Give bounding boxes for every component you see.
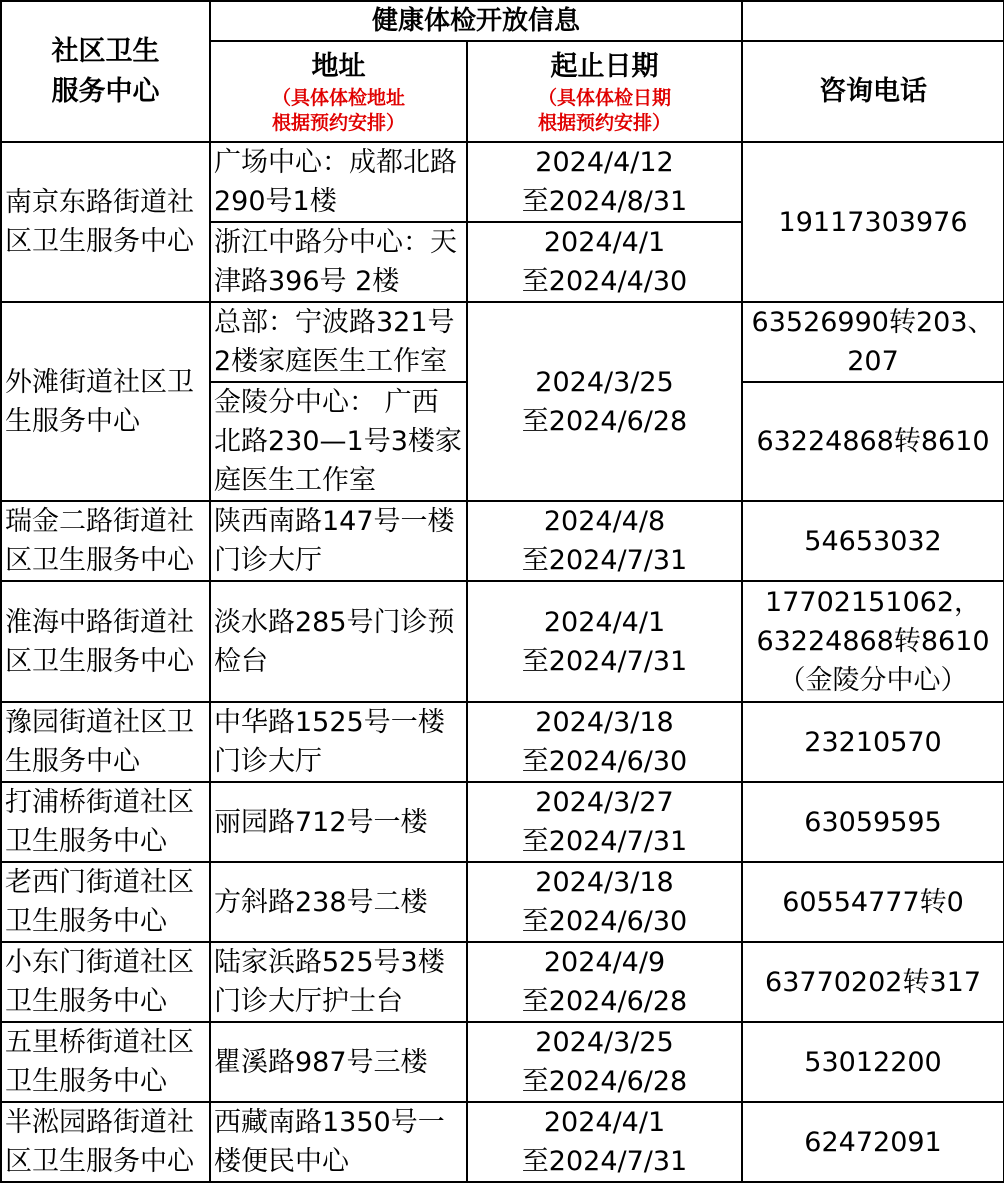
header-dates-note-line1: （具体体检日期 [538,86,672,109]
start-date: 2024/4/1 [543,606,666,638]
end-date: 至2024/7/31 [521,1146,688,1177]
phone-cell: 17702151062，63224868转8610（金陵分中心） [742,581,1004,702]
header-dates-label: 起止日期 [550,50,659,82]
center-name-cell: 豫园街道社区卫生服务中心 [1,702,210,782]
phone-cell: 60554777转0 [742,862,1004,942]
address-cell: 陕西南路147号一楼门诊大厅 [210,501,467,581]
dates-cell [467,782,742,862]
address-cell: 金陵分中心： 广西北路230—1号3楼家庭医生工作室 [210,382,467,501]
end-date: 至2024/7/31 [521,545,688,576]
address-cell: 浙江中路分中心：天津路396号 2楼 [210,222,467,302]
address-cell: 广场中心：成都北路290号1楼 [210,142,467,222]
header-group-title: 健康体检开放信息 [210,1,742,41]
header-phone: 咨询电话 [742,41,1004,142]
end-date: 至2024/6/30 [521,906,688,937]
header-center-name-line2: 服务中心 [51,75,160,107]
phone-cell: 19117303976 [742,142,1004,302]
center-name-cell: 老西门街道社区卫生服务中心 [1,862,210,942]
header-dates-note-line2: 根据预约安排） [538,111,672,134]
phone-cell: 63059595 [742,782,1004,862]
dates-cell [467,501,742,581]
center-name-cell: 淮海中路街道社区卫生服务中心 [1,581,210,702]
start-date: 2024/4/1 [543,1107,666,1138]
phone-cell: 62472091 [742,1102,1004,1182]
start-date: 2024/4/1 [543,227,666,258]
address-cell: 丽园路712号一楼 [210,782,467,862]
phone-cell: 63224868转8610 [742,382,1004,501]
start-date: 2024/3/18 [535,867,674,898]
phone-cell: 63526990转203、207 [742,302,1004,382]
center-name-cell: 小东门街道社区卫生服务中心 [1,942,210,1022]
start-date: 2024/4/12 [535,147,674,178]
header-address-note-line2: 根据预约安排） [271,111,405,134]
table-row [1,782,1004,862]
start-date: 2024/3/25 [535,366,674,398]
start-date: 2024/4/9 [543,947,666,978]
table-row [1,942,1004,1022]
table-row [1,1102,1004,1182]
header-empty-cell [742,1,1004,41]
address-cell: 中华路1525号一楼门诊大厅 [210,702,467,782]
header-address-note-line1: （具体体检地址 [271,86,405,109]
table-row [1,702,1004,782]
dates-cell [467,1022,742,1102]
header-address [210,41,467,142]
start-date: 2024/3/18 [535,707,674,738]
start-date: 2024/4/8 [543,506,666,537]
phone-cell: 53012200 [742,1022,1004,1102]
center-name-cell: 外滩街道社区卫生服务中心 [1,302,210,501]
center-name-cell: 五里桥街道社区卫生服务中心 [1,1022,210,1102]
header-center-name [1,1,210,142]
end-date: 至2024/6/28 [521,1066,688,1097]
address-cell: 陆家浜路525号3楼门诊大厅护士台 [210,942,467,1022]
end-date: 至2024/6/28 [521,405,688,437]
address-cell: 西藏南路1350号一楼便民中心 [210,1102,467,1182]
dates-cell [467,862,742,942]
address-cell: 方斜路238号二楼 [210,862,467,942]
dates-cell [467,702,742,782]
phone-cell: 63770202转317 [742,942,1004,1022]
dates-cell [467,581,742,702]
table-row [1,142,1004,222]
header-center-name-line1: 社区卫生 [51,35,160,67]
phone-cell: 23210570 [742,702,1004,782]
address-cell: 淡水路285号门诊预检台 [210,581,467,702]
address-cell: 总部：宁波路321号2楼家庭医生工作室 [210,302,467,382]
phone-cell: 54653032 [742,501,1004,581]
dates-cell [467,222,742,302]
header-dates [467,41,742,142]
header-address-label: 地址 [311,50,366,82]
end-date: 至2024/6/30 [521,746,688,777]
table-row [1,581,1004,702]
end-date: 至2024/7/31 [521,645,688,677]
center-name-cell: 半淞园路街道社区卫生服务中心 [1,1102,210,1182]
address-cell: 瞿溪路987号三楼 [210,1022,467,1102]
center-name-cell: 打浦桥街道社区卫生服务中心 [1,782,210,862]
start-date: 2024/3/25 [535,1027,674,1058]
end-date: 至2024/4/30 [521,266,688,297]
dates-cell [467,942,742,1022]
end-date: 至2024/6/28 [521,986,688,1017]
end-date: 至2024/8/31 [521,186,688,217]
center-name-cell: 南京东路街道社区卫生服务中心 [1,142,210,302]
table-row [1,302,1004,382]
center-name-cell: 瑞金二路街道社区卫生服务中心 [1,501,210,581]
table-row [1,1022,1004,1102]
dates-cell [467,302,742,501]
end-date: 至2024/7/31 [521,826,688,857]
start-date: 2024/3/27 [535,787,674,818]
dates-cell [467,142,742,222]
table-row [1,501,1004,581]
table-row [1,862,1004,942]
dates-cell [467,1102,742,1182]
